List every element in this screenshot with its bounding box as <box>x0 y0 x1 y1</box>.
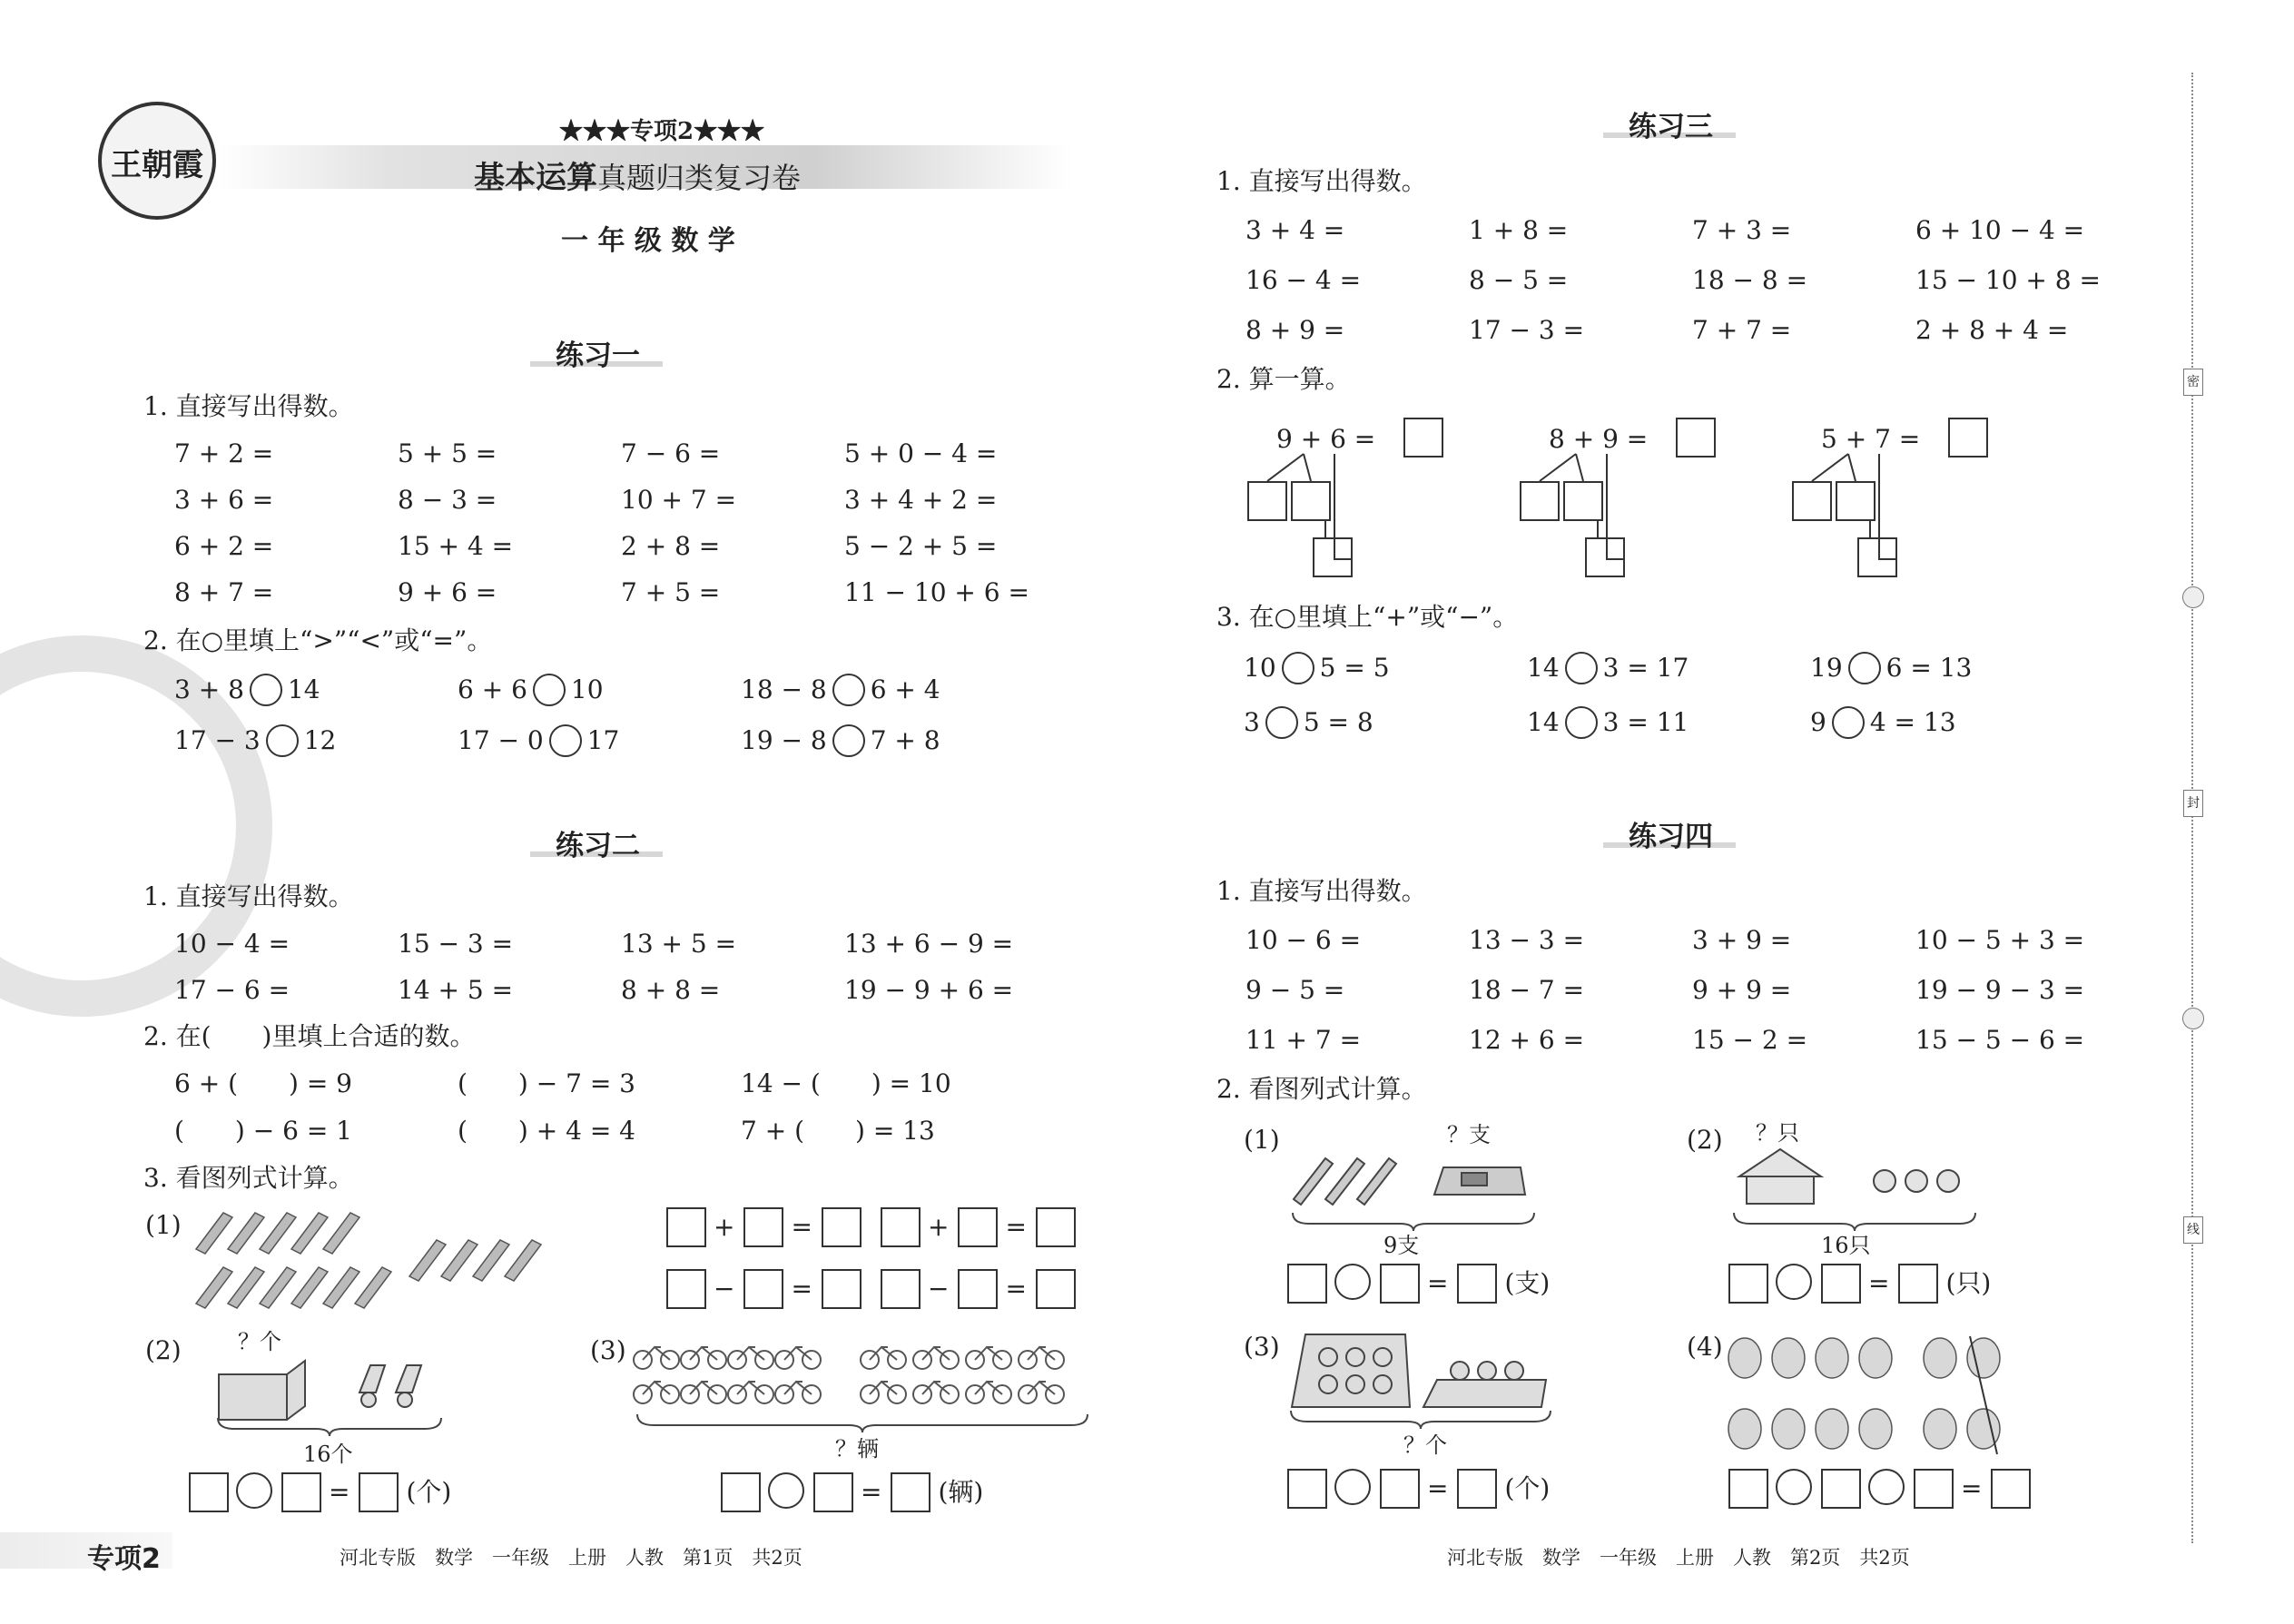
ex2-p3-symbol: (辆) <box>938 1477 984 1507</box>
ex1-q1-problem: 7 − 6 = <box>621 438 721 468</box>
ex4-q1-problem: 9 − 5 = <box>1245 975 1345 1005</box>
ex3-q3-right: 4 = 13 <box>1869 707 1956 737</box>
ex1-q1-problem: 5 + 0 − 4 = <box>844 438 998 468</box>
ex2-q2-problem: 14 − ( ) = 10 <box>741 1068 951 1098</box>
ex4-p3-symbol: = <box>1427 1473 1449 1503</box>
ex2-q3-p2-total: 16个 <box>303 1442 353 1467</box>
ex2-p3-answer-box <box>813 1472 853 1512</box>
header-title-bold: 基本运算 <box>474 160 597 196</box>
ex3-q1-problem: 16 − 4 = <box>1245 265 1362 295</box>
ex2-p1-add-symbol: = <box>791 1212 812 1242</box>
ex3-q3-right: 6 = 13 <box>1885 653 1973 683</box>
ex2-p1-sub2-symbol: − <box>928 1274 950 1304</box>
ex3-q3-left: 14 <box>1527 653 1560 683</box>
ex1-q2-circle <box>250 674 282 706</box>
ex2-q3-p3-question: ？辆 <box>835 1436 879 1462</box>
ex1-q2-left: 6 + 6 <box>458 674 527 704</box>
ex3-q2-result-box <box>1676 418 1716 458</box>
ex2-p1-sub2-answer-box <box>958 1269 998 1309</box>
ex2-q1-problem: 8 + 8 = <box>621 975 721 1005</box>
ex2-q1-problem: 19 − 9 + 6 = <box>844 975 1014 1005</box>
ex4-q1-label: 1. 直接写出得数。 <box>1216 876 1427 906</box>
ex3-q1-problem: 3 + 4 = <box>1245 215 1345 245</box>
ex2-q2-label: 2. 在( )里填上合适的数。 <box>143 1021 476 1051</box>
ex3-q3-label: 3. 在○里填上“+”或“−”。 <box>1216 602 1519 632</box>
footer-left-tag: 专项2 <box>87 1543 161 1575</box>
ex2-q3-p3-brace <box>635 1412 1089 1434</box>
ex3-q2-expression: 8 + 9 = <box>1549 424 1649 454</box>
binding-label-line: 线 <box>2183 1216 2203 1244</box>
ex3-q1-problem: 7 + 7 = <box>1692 315 1792 345</box>
ex2-p1-add2-answer-box <box>1036 1207 1076 1247</box>
ex2-p1-add-answer-box <box>666 1207 706 1247</box>
ex3-q3-left: 10 <box>1244 653 1276 683</box>
ex2-q2-problem: ( ) − 6 = 1 <box>174 1116 353 1146</box>
ex1-q2-label: 2. 在○里填上“>”“<”或“=”。 <box>143 625 493 655</box>
ex3-q3-right: 3 = 17 <box>1602 653 1689 683</box>
ex2-p1-sub-answer-box <box>822 1269 861 1309</box>
ex2-p1-add2-symbol: = <box>1005 1212 1027 1242</box>
ex1-q1-problem: 3 + 6 = <box>174 485 274 515</box>
ex3-q1-problem: 1 + 8 = <box>1469 215 1569 245</box>
ex2-p2-operator-circle <box>236 1472 272 1509</box>
ex4-p4-operator-circle <box>1776 1469 1812 1505</box>
ex1-q1-problem: 8 − 3 = <box>398 485 497 515</box>
ex2-q3-p2-label: (2) <box>145 1335 182 1365</box>
ex4-q2-p1-question: ？支 <box>1447 1122 1491 1147</box>
pencils-and-case-picture <box>1289 1149 1534 1213</box>
ex3-q2-expression: 9 + 6 = <box>1276 424 1376 454</box>
ex1-q1-problem: 11 − 10 + 6 = <box>844 577 1029 607</box>
ex4-p4-answer-box <box>1991 1469 2031 1509</box>
logo <box>98 102 216 220</box>
ex3-q3-circle <box>1265 706 1298 739</box>
ex3-q3-left: 19 <box>1810 653 1843 683</box>
ex4-q2-p2-question: ？只 <box>1756 1120 1799 1146</box>
ex1-q2-right: 12 <box>303 725 337 755</box>
ex4-p4-symbol: = <box>1961 1473 1983 1503</box>
ex4-p1-answer-box <box>1457 1264 1497 1304</box>
ex1-q1-problem: 8 + 7 = <box>174 577 274 607</box>
ex1-q1-problem: 15 + 4 = <box>398 531 514 561</box>
ex2-q3-label: 3. 看图列式计算。 <box>143 1163 354 1193</box>
binding-label-seal: 密 <box>2183 369 2203 396</box>
footer-left-info: 河北专版 数学 一年级 上册 人教 第1页 共2页 <box>340 1547 802 1569</box>
ex2-p2-answer-box <box>189 1472 229 1512</box>
ex2-q2-problem: ( ) + 4 = 4 <box>458 1116 636 1146</box>
ex2-q3-p3-label: (3) <box>590 1335 626 1365</box>
ex4-p1-operator-circle <box>1334 1264 1371 1300</box>
header-tag: ★★★专项2★★★ <box>559 118 765 145</box>
ex2-q2-problem: ( ) − 7 = 3 <box>458 1068 636 1098</box>
ex4-q2-p1-total: 9支 <box>1383 1233 1420 1258</box>
ex1-q1-problem: 3 + 4 + 2 = <box>844 485 998 515</box>
ex3-q1-problem: 2 + 8 + 4 = <box>1915 315 2069 345</box>
ex4-q2-label: 2. 看图列式计算。 <box>1216 1074 1427 1104</box>
ex1-title: 练习一 <box>556 340 640 372</box>
ex4-q2-p3-question: ？个 <box>1403 1432 1447 1458</box>
ex1-q2-left: 17 − 0 <box>458 725 544 755</box>
ex1-q2-left: 18 − 8 <box>741 674 827 704</box>
ex3-q3-circle <box>1565 652 1598 684</box>
binding-circle-mark <box>2182 1008 2204 1029</box>
ex4-title: 练习四 <box>1629 821 1713 853</box>
ex3-q3-right: 5 = 5 <box>1319 653 1390 683</box>
ex2-q1-problem: 10 − 4 = <box>174 929 290 959</box>
ex4-q2-p4-label: (4) <box>1687 1332 1723 1362</box>
ex4-p3-answer-box <box>1287 1469 1327 1509</box>
ex3-q1-problem: 8 − 5 = <box>1469 265 1569 295</box>
ex4-q2-p1-label: (1) <box>1244 1125 1280 1155</box>
ex4-p4-answer-box <box>1728 1469 1768 1509</box>
ex2-q1-problem: 17 − 6 = <box>174 975 290 1005</box>
ex4-p4-answer-box <box>1821 1469 1861 1509</box>
ex1-q2-right: 6 + 4 <box>870 674 940 704</box>
ex1-q2-circle <box>533 674 566 706</box>
ex2-p1-sub-answer-box <box>743 1269 783 1309</box>
ex4-q2-p3-brace <box>1289 1409 1552 1431</box>
ex2-p2-answer-box <box>281 1472 321 1512</box>
ex2-p3-symbol: = <box>861 1477 882 1507</box>
ex4-q2-p2-total: 16只 <box>1821 1233 1871 1258</box>
ex3-q1-problem: 18 − 8 = <box>1692 265 1808 295</box>
ex1-q2-circle <box>266 724 299 757</box>
ex2-p1-add2-answer-box <box>958 1207 998 1247</box>
ex4-p4-answer-box <box>1914 1469 1954 1509</box>
ex3-q3-right: 5 = 8 <box>1303 707 1373 737</box>
ex4-q1-problem: 3 + 9 = <box>1692 925 1792 955</box>
ex1-q1-label: 1. 直接写出得数。 <box>143 391 354 421</box>
mooncakes-picture <box>1287 1325 1551 1416</box>
ex1-q1-problem: 10 + 7 = <box>621 485 737 515</box>
ex4-p2-symbol: = <box>1868 1268 1890 1298</box>
header-title-rest: 真题归类复习卷 <box>597 161 802 195</box>
ex3-q3-left: 9 <box>1810 707 1826 737</box>
ex1-q2-left: 17 − 3 <box>174 725 261 755</box>
ex1-q1-problem: 2 + 8 = <box>621 531 721 561</box>
ex2-p1-add-answer-box <box>743 1207 783 1247</box>
binding-label-close: 封 <box>2183 790 2203 817</box>
ex1-q2-circle <box>549 724 582 757</box>
ex1-q1-problem: 9 + 6 = <box>398 577 497 607</box>
ex3-q1-problem: 15 − 10 + 8 = <box>1915 265 2101 295</box>
ex1-q2-circle <box>832 674 865 706</box>
ex3-q3-circle <box>1832 706 1865 739</box>
ex4-p3-answer-box <box>1457 1469 1497 1509</box>
ex2-q1-problem: 13 + 6 − 9 = <box>844 929 1014 959</box>
ex2-p1-add2-symbol: + <box>928 1212 950 1242</box>
ex3-q3-circle <box>1848 652 1881 684</box>
ex4-p1-answer-box <box>1287 1264 1327 1304</box>
ex3-title: 练习三 <box>1629 111 1713 143</box>
ex3-q2-split-lines <box>1792 450 1919 577</box>
footer-right-info: 河北专版 数学 一年级 上册 人教 第2页 共2页 <box>1447 1547 1910 1569</box>
ex1-q2-right: 7 + 8 <box>870 725 940 755</box>
ex4-p3-answer-box <box>1380 1469 1420 1509</box>
ex1-q1-problem: 7 + 2 = <box>174 438 274 468</box>
ex3-q2-split-lines <box>1247 450 1374 577</box>
ex2-p1-sub-symbol: = <box>791 1274 812 1304</box>
ex4-q2-p1-brace <box>1291 1211 1536 1233</box>
ex4-q1-problem: 18 − 7 = <box>1469 975 1585 1005</box>
ex2-p1-sub2-symbol: = <box>1005 1274 1027 1304</box>
ex1-q1-problem: 5 − 2 + 5 = <box>844 531 998 561</box>
ex2-p3-answer-box <box>721 1472 761 1512</box>
ex4-q2-p2-label: (2) <box>1687 1125 1723 1155</box>
ex1-q2-left: 3 + 8 <box>174 674 244 704</box>
ex3-q3-circle <box>1565 706 1598 739</box>
ex4-q1-problem: 11 + 7 = <box>1245 1025 1362 1055</box>
ex1-q2-right: 10 <box>570 674 604 704</box>
ex2-q1-problem: 15 − 3 = <box>398 929 514 959</box>
ex1-q2-right: 14 <box>287 674 320 704</box>
header-subtitle: 一 年 级 数 学 <box>561 225 735 257</box>
ex2-q2-problem: 6 + ( ) = 9 <box>174 1068 353 1098</box>
ex3-q1-problem: 8 + 9 = <box>1245 315 1345 345</box>
ex4-p3-symbol: (个) <box>1504 1473 1551 1503</box>
header-title <box>474 153 801 197</box>
ex4-p1-answer-box <box>1380 1264 1420 1304</box>
ex2-p1-sub-answer-box <box>666 1269 706 1309</box>
ex2-q3-p2-question: ？个 <box>238 1329 281 1354</box>
logo-text: 王朝霞 <box>111 147 203 183</box>
ex3-q1-problem: 17 − 3 = <box>1469 315 1585 345</box>
ex3-q3-right: 3 = 11 <box>1602 707 1689 737</box>
ex4-q1-problem: 12 + 6 = <box>1469 1025 1585 1055</box>
ex2-p1-add2-answer-box <box>881 1207 921 1247</box>
ex4-q1-problem: 13 − 3 = <box>1469 925 1585 955</box>
ex4-p1-symbol: = <box>1427 1268 1449 1298</box>
binding-circle-mark <box>2182 586 2204 608</box>
ex4-p2-operator-circle <box>1776 1264 1812 1300</box>
ex2-q3-p2-brace <box>216 1416 443 1438</box>
ex3-q2-label: 2. 算一算。 <box>1216 364 1351 394</box>
ex4-p2-answer-box <box>1728 1264 1768 1304</box>
ex2-p1-add-answer-box <box>822 1207 861 1247</box>
ex2-q2-problem: 7 + ( ) = 13 <box>741 1116 935 1146</box>
ex1-q1-problem: 7 + 5 = <box>621 577 721 607</box>
ex1-q1-problem: 5 + 5 = <box>398 438 497 468</box>
ex2-p2-answer-box <box>359 1472 399 1512</box>
ex3-q3-circle <box>1282 652 1314 684</box>
ex1-q2-circle <box>832 724 865 757</box>
ex4-q1-problem: 15 − 5 − 6 = <box>1915 1025 2085 1055</box>
ex4-p4-operator-circle <box>1868 1469 1905 1505</box>
bicycle-picture <box>632 1340 1095 1412</box>
ex2-p1-sub2-answer-box <box>1036 1269 1076 1309</box>
ex4-q2-p3-label: (3) <box>1244 1332 1280 1362</box>
ex2-p1-add-symbol: + <box>714 1212 735 1242</box>
ex3-q3-left: 14 <box>1527 707 1560 737</box>
ex4-q2-p2-brace <box>1732 1211 1977 1233</box>
ex4-q1-problem: 10 − 5 + 3 = <box>1915 925 2085 955</box>
ex2-p1-sub-symbol: − <box>714 1274 735 1304</box>
ex3-q1-label: 1. 直接写出得数。 <box>1216 166 1427 196</box>
ex2-p1-sub2-answer-box <box>881 1269 921 1309</box>
ex3-q2-split-lines <box>1520 450 1647 577</box>
ex3-q3-left: 3 <box>1244 707 1260 737</box>
ex4-q1-problem: 15 − 2 = <box>1692 1025 1808 1055</box>
pears-picture <box>1725 1327 2006 1463</box>
ex1-q2-right: 17 <box>586 725 620 755</box>
ex2-q1-problem: 14 + 5 = <box>398 975 514 1005</box>
ex3-q1-problem: 7 + 3 = <box>1692 215 1792 245</box>
ex2-p3-answer-box <box>891 1472 930 1512</box>
ex4-q1-problem: 10 − 6 = <box>1245 925 1362 955</box>
ex3-q2-expression: 5 + 7 = <box>1821 424 1921 454</box>
ex2-q1-problem: 13 + 5 = <box>621 929 737 959</box>
ex3-q1-problem: 6 + 10 − 4 = <box>1915 215 2085 245</box>
ex2-p3-operator-circle <box>768 1472 804 1509</box>
ex4-p2-symbol: (只) <box>1945 1268 1992 1298</box>
ex3-q2-result-box <box>1948 418 1988 458</box>
ex2-p2-symbol: = <box>329 1477 350 1507</box>
carrot-picture <box>187 1204 568 1313</box>
ex2-q1-label: 1. 直接写出得数。 <box>143 881 354 911</box>
ex1-q2-left: 19 − 8 <box>741 725 827 755</box>
ex2-p2-symbol: (个) <box>406 1477 452 1507</box>
ex4-p2-answer-box <box>1898 1264 1938 1304</box>
house-and-puppies-picture <box>1730 1140 1975 1213</box>
ex4-p3-operator-circle <box>1334 1469 1371 1505</box>
ex4-p1-symbol: (支) <box>1504 1268 1551 1298</box>
ex3-q2-result-box <box>1403 418 1443 458</box>
ex4-p2-answer-box <box>1821 1264 1861 1304</box>
ex2-title: 练习二 <box>556 830 640 862</box>
ex1-q1-problem: 6 + 2 = <box>174 531 274 561</box>
ex2-q3-p1-label: (1) <box>145 1210 182 1240</box>
ex4-q1-problem: 9 + 9 = <box>1692 975 1792 1005</box>
ex4-q1-problem: 19 − 9 − 3 = <box>1915 975 2085 1005</box>
